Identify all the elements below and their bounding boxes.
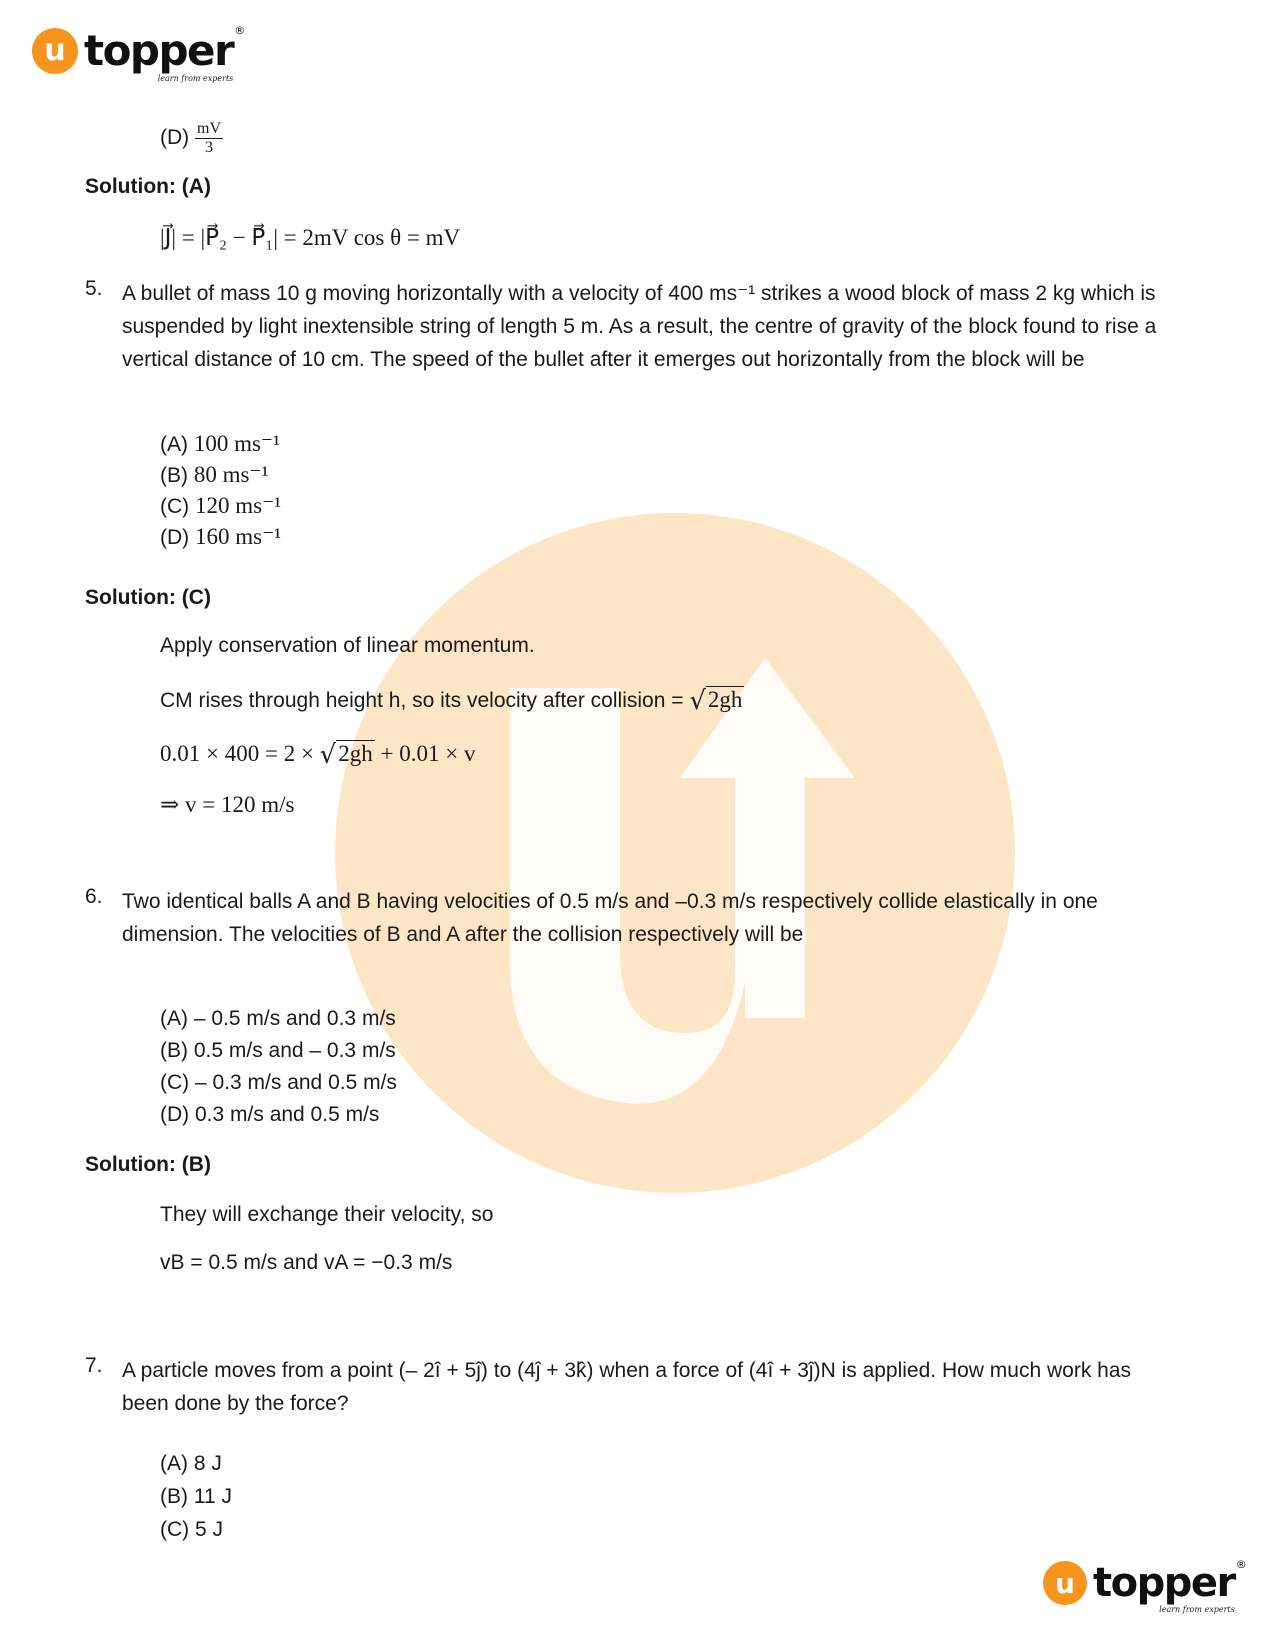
option-value: – 0.3 m/s and 0.5 m/s bbox=[195, 1071, 397, 1094]
sqrt-content: 2gh bbox=[707, 687, 743, 712]
brand-logo-bottom bbox=[1043, 1558, 1247, 1614]
solution-5-line-4: ⇒ v = 120 m/s bbox=[160, 792, 295, 817]
equation-rhs: = 2mV cos θ = mV bbox=[283, 225, 461, 250]
sqrt-icon: √ bbox=[319, 740, 337, 770]
q6-option-d bbox=[160, 1103, 379, 1127]
brand-badge-icon: u bbox=[32, 28, 78, 74]
brand-name: topper bbox=[1093, 1560, 1235, 1606]
option-label: (A) bbox=[160, 1007, 188, 1030]
option-label: (A) bbox=[160, 1452, 188, 1475]
option-label: (B) bbox=[160, 464, 188, 487]
q7-option-c bbox=[160, 1518, 223, 1542]
q6-option-c bbox=[160, 1071, 397, 1095]
option-value: – 0.5 m/s and 0.3 m/s bbox=[193, 1007, 396, 1030]
solution-6-line-2: vB = 0.5 m/s and vA = −0.3 m/s bbox=[160, 1251, 453, 1274]
option-label: (B) bbox=[160, 1485, 188, 1508]
question-6-number: 6. bbox=[85, 885, 103, 908]
option-value: 120 ms⁻¹ bbox=[195, 493, 282, 518]
q6-option-b bbox=[160, 1039, 396, 1063]
brand-tagline: learn from experts bbox=[157, 74, 234, 83]
brand-tagline: learn from experts bbox=[1159, 1605, 1235, 1614]
solution-5-line-3 bbox=[160, 740, 475, 770]
option-label: (D) bbox=[160, 1103, 190, 1126]
solution-5-line-2 bbox=[160, 686, 744, 716]
question-7-number: 7. bbox=[85, 1354, 103, 1377]
option-value: 80 ms⁻¹ bbox=[193, 462, 269, 487]
option-value: 160 ms⁻¹ bbox=[195, 524, 282, 549]
option-value: 0.3 m/s and 0.5 m/s bbox=[195, 1103, 380, 1126]
option-value: 5 J bbox=[195, 1518, 224, 1541]
fraction bbox=[195, 120, 223, 157]
q5-option-a bbox=[160, 431, 280, 457]
sqrt-icon: √ bbox=[689, 686, 706, 716]
solution-5-label: Solution: (C) bbox=[85, 586, 211, 609]
q7-option-b bbox=[160, 1485, 232, 1509]
fraction-denominator: 3 bbox=[205, 139, 213, 156]
brand-wordmark bbox=[84, 24, 246, 83]
registered-mark: ® bbox=[234, 24, 246, 37]
question-6-text: Two identical balls A and B having velocities of 0.5 m/s and –0.3 m/s respectively collide elastically in one dimension. The velocities of B and A after the collision respectively will be bbox=[122, 890, 1098, 946]
brand-logo-top bbox=[32, 24, 246, 83]
brand-badge-icon: u bbox=[1043, 1561, 1087, 1605]
registered-mark: ® bbox=[1235, 1558, 1247, 1571]
option-value: 11 J bbox=[193, 1485, 232, 1508]
option-value: 100 ms⁻¹ bbox=[193, 431, 280, 456]
question-5-text: A bullet of mass 10 g moving horizontally with a velocity of 400 ms⁻¹ strikes a wood block of mass 2 kg which is suspended by light inextensible string of length 5 m. As a result, the centre of gravity of the block found to rise a vertical distance of 10 cm. The speed of the bullet after it emerges out horizontally from the block will be bbox=[122, 282, 1157, 371]
fraction-numerator: mV bbox=[197, 120, 221, 137]
solution-5-line-1: Apply conservation of linear momentum. bbox=[160, 634, 535, 657]
option-label: (D) bbox=[160, 526, 190, 549]
option-label: (B) bbox=[160, 1039, 188, 1062]
option-value: 8 J bbox=[193, 1452, 222, 1475]
line-text: CM rises through height h, so its velocity after collision = bbox=[160, 689, 684, 712]
brand-wordmark bbox=[1093, 1558, 1247, 1614]
option-label: (C) bbox=[160, 1071, 190, 1094]
option-label: (D) bbox=[160, 126, 190, 150]
q5-option-c bbox=[160, 493, 281, 519]
solution-4-equation bbox=[160, 225, 460, 251]
option-value: 0.5 m/s and – 0.3 m/s bbox=[193, 1039, 396, 1062]
brand-name: topper bbox=[84, 26, 234, 75]
solution-6-label: Solution: (B) bbox=[85, 1153, 211, 1176]
question-7-text: A particle moves from a point (– 2î + 5ĵ) to (4ĵ + 3k̂) when a force of (4î + 3ĵ)N is applied. How much work has been done by the force? bbox=[122, 1359, 1132, 1415]
line-text: + 0.01 × v bbox=[380, 741, 476, 766]
q7-option-a bbox=[160, 1452, 222, 1476]
line-text: 0.01 × 400 = 2 × bbox=[160, 741, 314, 766]
sqrt-content: 2gh bbox=[338, 741, 373, 766]
equation-lhs: |J⃗| = |P⃗₂ − P⃗₁| bbox=[160, 225, 278, 250]
q4-option-d bbox=[160, 120, 223, 157]
option-label: (C) bbox=[160, 495, 190, 518]
question-5-number: 5. bbox=[85, 277, 103, 300]
q5-option-d bbox=[160, 524, 281, 550]
solution-4-label: Solution: (A) bbox=[85, 175, 211, 198]
q5-option-b bbox=[160, 462, 268, 488]
q6-option-a bbox=[160, 1007, 396, 1031]
option-label: (C) bbox=[160, 1518, 190, 1541]
option-label: (A) bbox=[160, 433, 188, 456]
solution-6-line-1: They will exchange their velocity, so bbox=[160, 1203, 494, 1226]
